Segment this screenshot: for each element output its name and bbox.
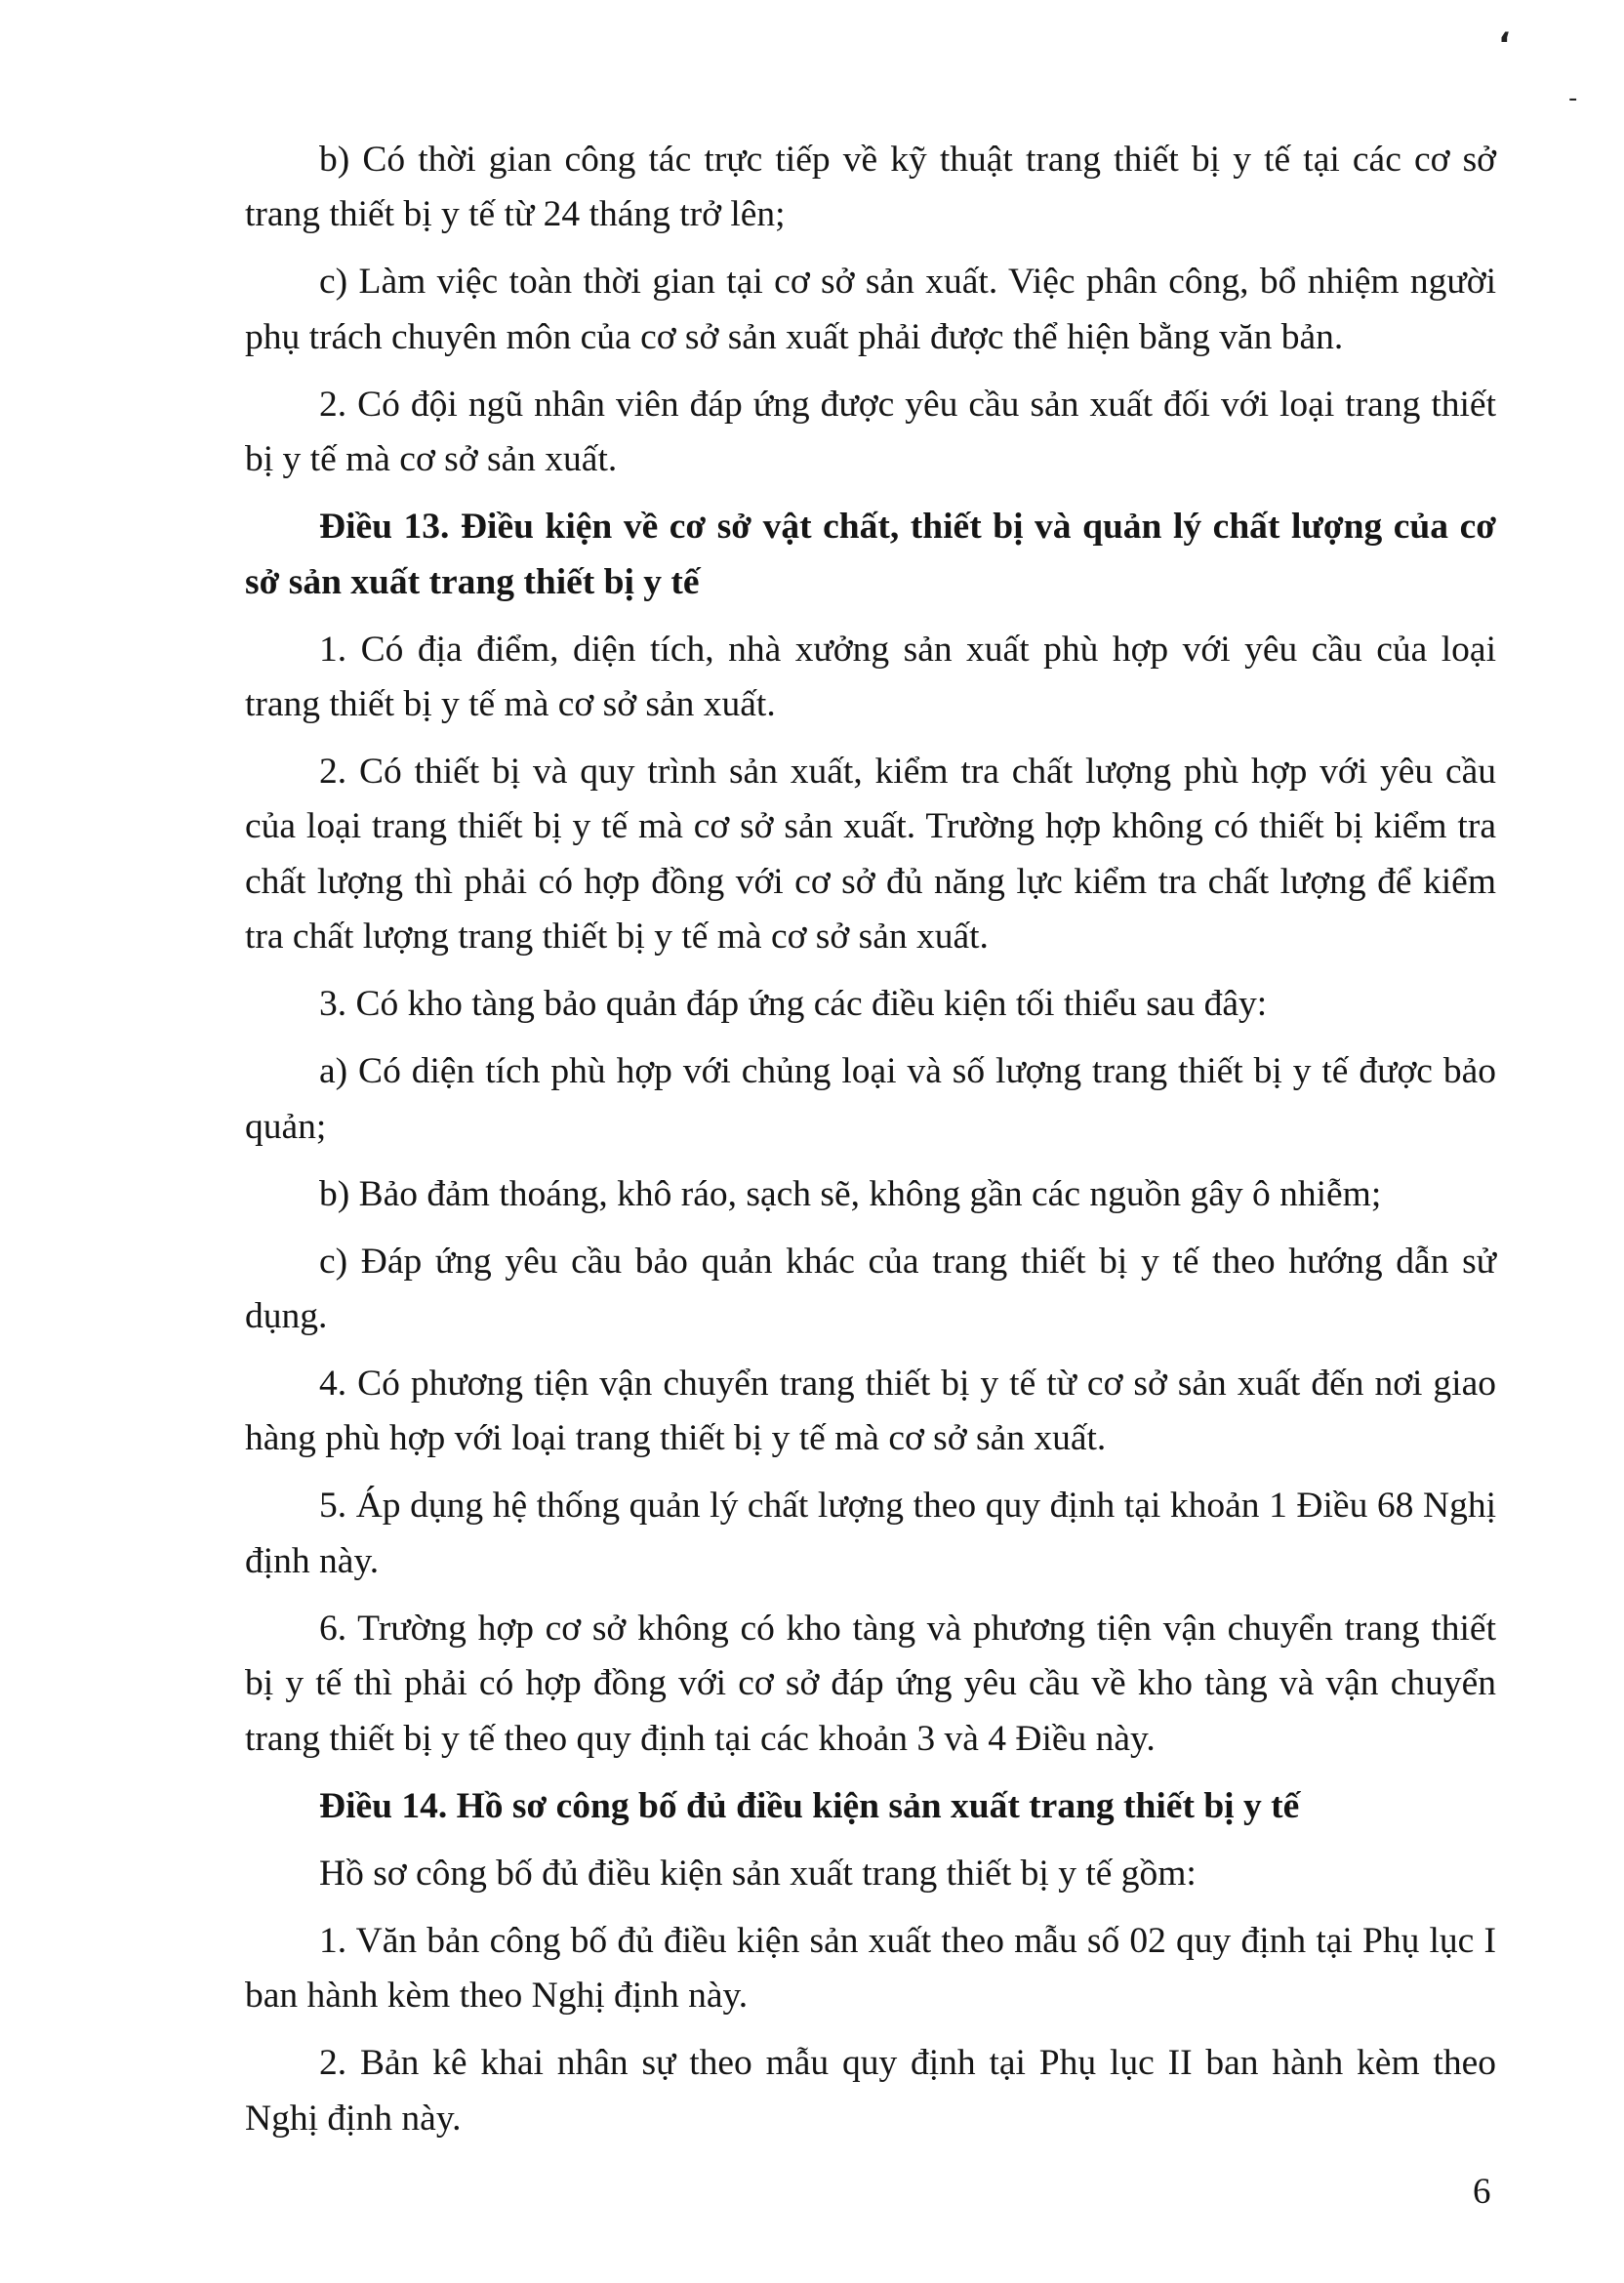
paragraph-item-c-full-time: c) Làm việc toàn thời gian tại cơ sở sản xuất. Việc phân công, bổ nhiệm người phụ trách chuyên môn của cơ sở sản xuất phải được thể hiện bằng văn bản. bbox=[245, 262, 1496, 357]
article-13-clause-2: 2. Có thiết bị và quy trình sản xuất, kiểm tra chất lượng phù hợp với yêu cầu của loại trang thiết bị y tế mà cơ sở sản xuất. Trường hợp không có thiết bị kiểm tra chất lượng thì phải có hợp đồng với cơ sở đủ năng lực kiểm tra chất lượng để kiểm tra chất lượng trang thiết bị y tế mà cơ sở sản xuất. bbox=[245, 752, 1496, 958]
article-14-intro: Hồ sơ công bố đủ điều kiện sản xuất trang thiết bị y tế gồm: bbox=[319, 1853, 1197, 1894]
article-13-clause-3-item-a: a) Có diện tích phù hợp với chủng loại và số lượng trang thiết bị y tế được bảo quản; bbox=[245, 1051, 1496, 1147]
page-number: 6 bbox=[1473, 2172, 1491, 2212]
article-14-clause-2: 2. Bản kê khai nhân sự theo mẫu quy định tại Phụ lục II ban hành kèm theo Nghị định này. bbox=[245, 2043, 1496, 2139]
paragraph-staff-requirements: 2. Có đội ngũ nhân viên đáp ứng được yêu cầu sản xuất đối với loại trang thiết bị y tế mà cơ sở sản xuất. bbox=[245, 384, 1496, 480]
article-13-clause-3: 3. Có kho tàng bảo quản đáp ứng các điều kiện tối thiểu sau đây: bbox=[319, 984, 1268, 1025]
article-13-clause-1: 1. Có địa điểm, diện tích, nhà xưởng sản xuất phù hợp với yêu cầu của loại trang thiết bị y tế mà cơ sở sản xuất. bbox=[245, 629, 1496, 725]
article-13-clause-6: 6. Trường hợp cơ sở không có kho tàng và phương tiện vận chuyển trang thiết bị y tế thì phải có hợp đồng với cơ sở đáp ứng yêu cầu về kho tàng và vận chuyển trang thiết bị y tế theo quy định tại các khoản 3 và 4 Điều này. bbox=[245, 1608, 1496, 1759]
article-13-clause-5: 5. Áp dụng hệ thống quản lý chất lượng theo quy định tại khoản 1 Điều 68 Nghị định này. bbox=[245, 1486, 1496, 1581]
article-13-heading: Điều 13. Điều kiện về cơ sở vật chất, thiết bị và quản lý chất lượng của cơ sở sản xuất trang thiết bị y tế bbox=[245, 507, 1496, 602]
article-14-clause-1: 1. Văn bản công bố đủ điều kiện sản xuất theo mẫu số 02 quy định tại Phụ lục I ban hành kèm theo Nghị định này. bbox=[245, 1920, 1496, 2017]
paragraph-item-b-work-experience: b) Có thời gian công tác trực tiếp về kỹ thuật trang thiết bị y tế tại các cơ sở trang thiết bị y tế từ 24 tháng trở lên; bbox=[245, 140, 1496, 235]
article-13-clause-3-item-b: b) Bảo đảm thoáng, khô ráo, sạch sẽ, không gần các nguồn gây ô nhiễm; bbox=[319, 1173, 1382, 1214]
article-14-heading: Điều 14. Hồ sơ công bố đủ điều kiện sản xuất trang thiết bị y tế bbox=[319, 1785, 1300, 1826]
scan-mark-top: ʻ bbox=[1498, 25, 1511, 64]
document-body bbox=[245, 133, 1496, 2159]
article-13-clause-3-item-c: c) Đáp ứng yêu cầu bảo quản khác của trang thiết bị y tế theo hướng dẫn sử dụng. bbox=[245, 1241, 1496, 1337]
article-13-clause-4: 4. Có phương tiện vận chuyển trang thiết bị y tế từ cơ sở sản xuất đến nơi giao hàng phù hợp với loại trang thiết bị y tế mà cơ sở sản xuất. bbox=[245, 1364, 1496, 1459]
scan-mark-side: - bbox=[1568, 84, 1578, 113]
